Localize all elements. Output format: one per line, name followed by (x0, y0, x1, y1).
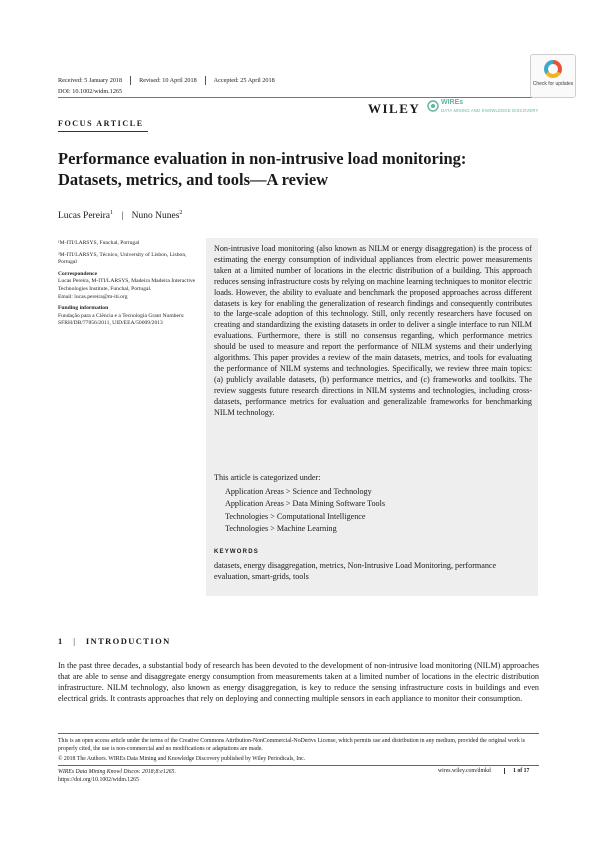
check-for-updates-label: Check for updates (532, 81, 574, 87)
category-list (225, 486, 385, 535)
funding-text: Fundação para a Ciência e a Tecnologia Grant Numbers: SFRH/DB/77856/2011, UID/EEA/50009/2013 (58, 312, 185, 327)
correspondence-text: Lucas Pereira, M-ITI/LARSYS, Madeira Madeira Interactive Technologies Institute, Funchal, Portugal. (58, 278, 196, 292)
wires-logo-icon (427, 100, 439, 112)
author-name[interactable]: Lucas Pereira (58, 211, 110, 222)
history-divider (130, 76, 131, 85)
section-heading (58, 636, 171, 646)
journal-logo: WIREs (441, 99, 464, 106)
affiliation-marker: 1 (109, 210, 113, 216)
journal-subtitle: DATA MINING AND KNOWLEDGE DISCOVERY (441, 108, 539, 113)
category-item: Technologies > Machine Learning (225, 523, 337, 533)
article-title: Performance evaluation in non-intrusive load monitoring: Datasets, metrics, and tools—A review (58, 149, 467, 189)
funding-heading: Funding information (58, 305, 109, 312)
header-rule (58, 97, 538, 98)
citation (58, 768, 176, 784)
correspondence-heading: Correspondence (58, 270, 98, 277)
check-for-updates-badge[interactable] (530, 54, 576, 98)
categories-intro: This article is categorized under: (214, 473, 321, 482)
keywords-text: datasets, energy disaggregation, metrics, Non-Intrusive Load Monitoring, performance evaluation, smart-grids, tools (214, 561, 497, 581)
correspondence-email[interactable]: Email: lucas.pereira@m-iti.org (58, 293, 128, 300)
article-type: FOCUS ARTICLE (58, 119, 144, 128)
section-title: INTRODUCTION (85, 636, 171, 646)
received-date: Received: 5 January 2018 (58, 77, 123, 84)
section-number: 1 (58, 636, 64, 646)
affiliation: ¹M-ITI/LARSYS, Funchal, Portugal (58, 240, 140, 246)
history-divider (205, 76, 206, 85)
affiliation-marker: 2 (179, 210, 183, 216)
page-number: 1 of 17 (504, 768, 529, 774)
journal-website-link[interactable]: wires.wiley.com/dmkd (438, 768, 491, 774)
section-separator: | (73, 636, 77, 646)
citation-doi-link[interactable]: https://doi.org/10.1002/widm.1265 (58, 777, 139, 783)
affiliation: ²M-ITI/LARSYS, Técnico, University of Lisbon, Lisbon, Portugal (58, 251, 187, 266)
license-text: This is an open access article under the terms of the Creative Commons Attribution-NonCommercial-NoDerivs License, which permits use and distribution in any medium, provided the original work is properly cited, the use is non-commercial and no modifications or adaptations are made. (58, 738, 526, 752)
keywords-heading: KEYWORDS (214, 549, 259, 555)
copyright-text: © 2018 The Authors. WIREs Data Mining and Knowledge Discovery published by Wiley Periodicals, Inc. (58, 756, 306, 762)
category-item: Application Areas > Data Mining Software Tools (225, 499, 386, 509)
footer-rule (58, 765, 539, 766)
sidebar-info (58, 240, 196, 332)
category-item: Technologies > Computational Intelligence (225, 511, 366, 521)
article-type-rule (58, 131, 148, 132)
author-separator: | (121, 211, 124, 222)
citation-text: WIREs Data Mining Knowl Discov. 2018;8:e1265. (58, 769, 176, 775)
intro-paragraph: In the past three decades, a substantial body of research has been devoted to the development of non-intrusive load monitoring (NILM) approaches that are able to sense and disaggregate energy consumption from measurements taken at a limited number of locations in the electric distribution infrastructure. NILM technology, also known as energy disaggregation, is key to reduce the sensing infrastructure costs in buildings and even electrical grids. It contrasts approaches that rely on deploying and connecting multiple sensors in each appliance to monitor their consumption. (58, 661, 539, 704)
revised-date: Revised: 10 April 2018 (139, 77, 197, 84)
crossmark-icon (544, 60, 562, 78)
footer-rule (58, 733, 539, 734)
author-list (58, 210, 182, 221)
publisher-logo: WILEY (368, 101, 421, 116)
category-item: Application Areas > Science and Technology (225, 487, 372, 496)
article-history (58, 76, 275, 85)
abstract-text: Non-intrusive load monitoring (also known as NILM or energy disaggregation) is the process of estimating the energy consumption of individual appliances from electric power measurements taken at a limited number of locations in the electric distribution of a building. This approach reduces sensing infrastructure costs by relying on machine learning techniques to monitor electric loads. However, the ability to evaluate and benchmark the proposed approaches across different datasets is key for enabling the generalization of research findings and consequently contributes to the large-scale adoption of this technology. Still, only recently researchers have focused on creating and standardizing the existing datasets in order to deliver a single interface to run NILM evaluations. Furthermore, there is still no consensus regarding, which performance metrics should be used to measure and report the performance of NILM systems and their underlying algorithms. This paper provides a review of the main datasets, metrics, and tools for evaluating the performance of NILM systems and technologies. Specifically, we review three main topics: (a) publicly available datasets, (b) performance metrics, and (c) frameworks and toolkits. The review suggests future research directions in NILM systems and technologies, including cross-datasets, performance metrics for evaluation and generalizable frameworks for benchmarking NILM technology. (214, 244, 532, 417)
author-name[interactable]: Nuno Nunes (131, 211, 180, 222)
doi[interactable]: DOI: 10.1002/widm.1265 (58, 88, 123, 95)
accepted-date: Accepted: 25 April 2018 (213, 77, 275, 84)
